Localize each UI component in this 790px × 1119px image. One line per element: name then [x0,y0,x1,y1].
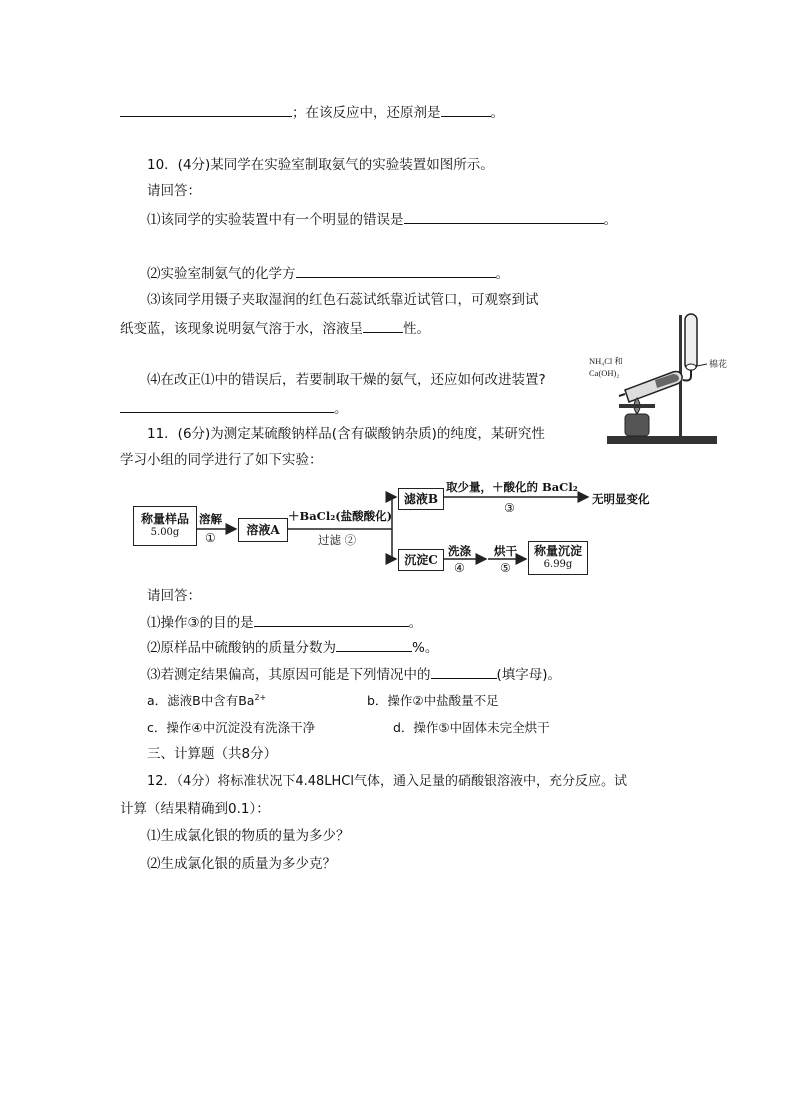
collection-tube [685,314,697,370]
filter-label: 过滤 ② [318,533,357,547]
dry-label: 烘干 [494,544,517,558]
q12-header: 12．（4分）将标准状况下4.48LHCl气体，通入足量的硝酸银溶液中，充分反应。试 [147,774,627,789]
answer-blank[interactable] [404,209,604,224]
step-4: ④ [454,561,465,575]
answer-blank[interactable] [441,102,491,117]
answer-blank[interactable] [363,318,403,333]
q10-part1: ⑴该同学的实验装置中有一个明显的错误是 。 [147,209,617,229]
ammonia-apparatus-figure [585,310,745,455]
step-1: ① [205,531,216,545]
answer-blank[interactable] [254,612,409,627]
q11-part2: ⑵原样品中硫酸钠的质量分数为 %。 [147,637,438,657]
answer-blank[interactable] [336,637,412,652]
precipitate-c-box: 沉淀C [398,549,444,571]
flow-arrows [130,475,675,580]
q11-header: 11．(6分)为测定某硫酸钠样品(含有碳酸钠杂质)的纯度，某研究性 [147,426,545,442]
answer-line-top: ；在该反应中，还原剂是 。 [120,102,504,122]
answer-blank[interactable] [120,102,292,117]
wash-label: 洗涤 [448,544,471,558]
sample-box: 称量样品 5.00g [133,506,197,546]
take-small-label: 取少量，＋酸化的 BaCl₂ [446,480,578,494]
q11-please: 请回答： [147,588,201,604]
q11-part3: ⑶若测定结果偏高，其原因可能是下列情况中的 (填字母)。 [147,664,561,684]
q11-part1: ⑴操作③的目的是 。 [147,612,422,632]
q10-part4: ⑷在改正⑴中的错误后，若要制取干燥的氨气，还应如何改进装置? [147,372,546,388]
reagent-label-1: NH₄Cl 和 [589,356,623,366]
q11-option-d: d．操作⑤中固体未完全烘干 [393,720,550,735]
q10-part4-answer: 。 [120,398,348,418]
step-5: ⑤ [500,561,511,575]
q11-option-b: b．操作②中盐酸量不足 [367,693,499,708]
weigh-precipitate-box: 称量沉淀 6.99g [528,541,588,575]
no-change-label: 无明显变化 [592,492,650,506]
q10-part3b: 纸变蓝，该现象说明氨气溶于水，溶液呈 性。 [120,318,430,338]
answer-blank[interactable] [431,664,497,679]
q12-part2: ⑵生成氯化银的质量为多少克？ [147,856,336,872]
dissolve-label: 溶解 [199,512,222,526]
answer-blank[interactable] [120,398,334,413]
solution-a-box: 溶液A [238,518,288,542]
add-bacl2-label: ＋BaCl₂(盐酸酸化) [288,509,393,523]
reagent-label-2: Ca(OH)₂ [589,368,620,378]
q10-part2: ⑵实验室制氨气的化学方 。 [147,263,509,283]
q12-header2: 计算（结果精确到0.1）： [120,801,270,817]
cotton-label: 棉花 [709,360,728,370]
filtrate-b-box: 滤液B [398,488,444,510]
q10-header: 10．(4分)某同学在实验室制取氨气的实验装置如图所示。 [147,157,494,173]
q10-please: 请回答： [147,183,201,199]
q11-option-c: c．操作④中沉淀没有洗涤干净 [147,720,316,735]
stand-base [607,436,717,444]
q12-part1: ⑴生成氯化银的物质的量为多少？ [147,828,350,844]
answer-blank[interactable] [296,263,496,278]
q10-part3a: ⑶该同学用镊子夹取湿润的红色石蕊试纸靠近试管口，可观察到试 [147,292,539,308]
section-3-title: 三、计算题（共8分） [147,746,278,762]
alcohol-lamp [625,414,649,436]
cotton [686,364,696,370]
q11-header2: 学习小组的同学进行了如下实验： [120,452,323,468]
q11-option-a: a．滤液B中含有$Ba^{2+}$ [147,692,267,708]
step-3: ③ [504,501,515,515]
